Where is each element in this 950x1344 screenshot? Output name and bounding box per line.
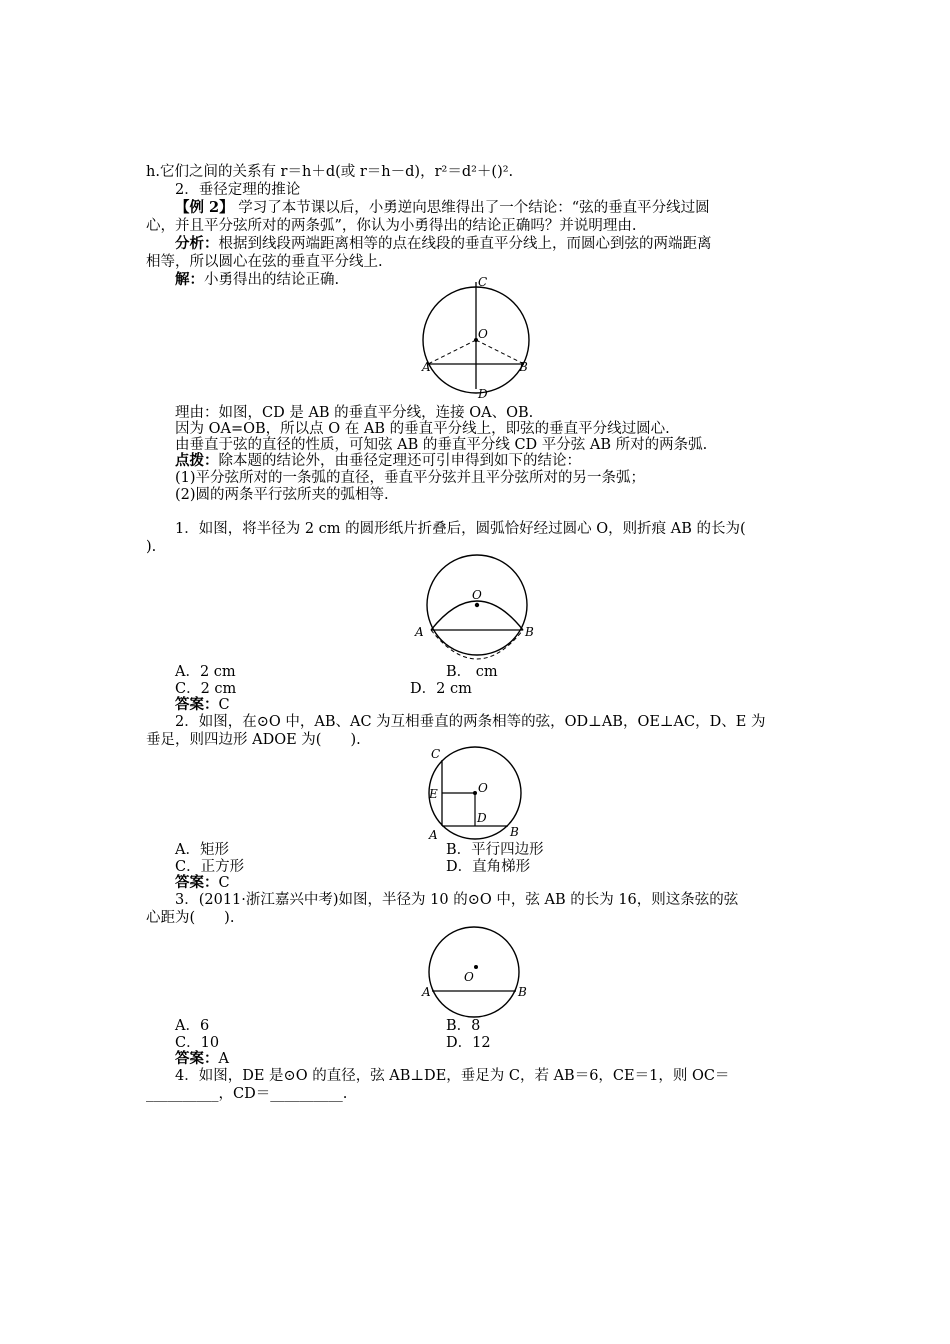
q1-stem-1: 1．如图，将半径为 2 cm 的圆形纸片折叠后，圆弧恰好经过圆心 O，则折痕 AB 的长为( xyxy=(175,521,746,537)
label-B: B xyxy=(525,625,534,639)
label-O: O xyxy=(478,781,488,795)
q1-answer xyxy=(175,696,230,714)
q4-stem-2 xyxy=(146,1085,347,1103)
answer-blank-oc[interactable]: __________ xyxy=(146,1086,219,1102)
q3-option-C: C．10 xyxy=(175,1035,220,1051)
label-B: B xyxy=(519,360,528,374)
answer-value: C xyxy=(218,875,230,891)
label-A: A xyxy=(422,985,431,999)
solution-text: 小勇得出的结论正确. xyxy=(204,272,340,288)
answer-tag: 答案： xyxy=(175,874,219,891)
label-B: B xyxy=(518,985,527,999)
reason-line-3: 由垂直于弦的直径的性质，可知弦 AB 的垂直平分线 CD 平分弦 AB 所对的两条弧. xyxy=(175,437,708,453)
analysis-text: 根据到线段两端距离相等的点在线段的垂直平分线上，而圆心到弦的两端距离 xyxy=(218,236,712,252)
q1-option-C: C．2 cm xyxy=(175,681,237,697)
label-A: A xyxy=(422,360,431,374)
intro-relation-line: h.它们之间的关系有 r＝h＋d(或 r＝h－d)，r²＝d²＋()². xyxy=(146,164,514,180)
label-C: C xyxy=(431,747,441,761)
answer-blank-cd[interactable]: __________ xyxy=(270,1086,343,1102)
answer-tag: 答案： xyxy=(175,1050,219,1067)
q2-stem-1: 2．如图，在⊙O 中，AB、AC 为互相垂直的两条相等的弦，OD⊥AB，OE⊥AC，D、E 为 xyxy=(175,714,766,730)
q2-stem-2: 垂足，则四边形 ADOE 为( ). xyxy=(146,732,361,748)
example-2-line-1 xyxy=(175,199,710,217)
reason-line-2: 因为 OA=OB，所以点 O 在 AB 的垂直平分线上，即弦的垂直平分线过圆心. xyxy=(175,421,670,437)
answer-tag: 答案： xyxy=(175,696,219,713)
q4-end-text: . xyxy=(342,1086,348,1102)
label-O: O xyxy=(472,588,482,602)
q3-option-A: A．6 xyxy=(175,1018,210,1034)
example-text: 学习了本节课以后，小勇逆向思维得出了一个结论：“弦的垂直平分线过圆 xyxy=(233,200,710,216)
label-B: B xyxy=(510,825,519,839)
q1-option-A: A．2 cm xyxy=(175,664,236,680)
figure-square-in-circle xyxy=(423,744,533,844)
q3-answer xyxy=(175,1050,229,1068)
q3-stem-1: 3．(2011·浙江嘉兴中考)如图，半径为 10 的⊙O 中，弦 AB 的长为 16，则这条弦的弦 xyxy=(175,892,739,908)
figure-chord-distance xyxy=(420,924,540,1024)
answer-value: A xyxy=(218,1051,229,1067)
tip-item-1: (1)平分弦所对的一条弧的直径，垂直平分弦并且平分弦所对的另一条弧； xyxy=(175,470,646,486)
q2-option-A: A．矩形 xyxy=(175,842,229,858)
example-2-line-2: 心，并且平分弦所对的两条弧”，你认为小勇得出的结论正确吗？并说明理由. xyxy=(146,218,637,234)
figure-folded-circle xyxy=(412,552,542,664)
label-O: O xyxy=(464,970,474,984)
q2-option-B: B．平行四边形 xyxy=(446,842,544,858)
q4-mid-text: ，CD＝ xyxy=(218,1086,271,1102)
tip-item-2: (2)圆的两条平行弦所夹的弧相等. xyxy=(175,487,389,503)
q2-answer xyxy=(175,874,230,892)
analysis-line-2: 相等，所以圆心在弦的垂直平分线上. xyxy=(146,254,383,270)
label-D: D xyxy=(477,811,487,825)
label-O: O xyxy=(478,327,488,341)
q4-stem-1: 4．如图，DE 是⊙O 的直径，弦 AB⊥DE，垂足为 C，若 AB＝6，CE＝1，则 OC＝ xyxy=(175,1068,730,1084)
label-E: E xyxy=(429,787,438,801)
q2-option-D: D．直角梯形 xyxy=(446,859,531,875)
reason-line-1: 理由：如图，CD 是 AB 的垂直平分线，连接 OA、OB. xyxy=(175,405,534,421)
solution-tag: 解： xyxy=(175,271,204,288)
solution-line xyxy=(175,271,339,289)
q3-stem-2: 心距为( ). xyxy=(146,910,235,926)
label-D: D xyxy=(478,387,488,401)
label-A: A xyxy=(429,828,438,842)
q3-option-D: D．12 xyxy=(446,1035,491,1051)
figure-perpendicular-bisector xyxy=(420,275,540,401)
label-C: C xyxy=(478,275,488,289)
tip-tag: 点拨： xyxy=(175,452,219,469)
analysis-line-1 xyxy=(175,235,712,253)
analysis-tag: 分析： xyxy=(175,235,219,252)
q1-stem-2: ). xyxy=(146,539,157,555)
example-tag: 【例 2】 xyxy=(175,199,234,216)
answer-value: C xyxy=(218,697,230,713)
section-heading: 2．垂径定理的推论 xyxy=(175,182,301,198)
label-A: A xyxy=(415,625,424,639)
q3-option-B: B．8 xyxy=(446,1018,481,1034)
tip-text: 除本题的结论外，由垂径定理还可引申得到如下的结论： xyxy=(218,453,581,469)
q1-option-B: B． cm xyxy=(446,664,498,680)
q1-option-D: D．2 cm xyxy=(410,681,472,697)
q2-option-C: C．正方形 xyxy=(175,859,245,875)
tip-line xyxy=(175,452,581,470)
